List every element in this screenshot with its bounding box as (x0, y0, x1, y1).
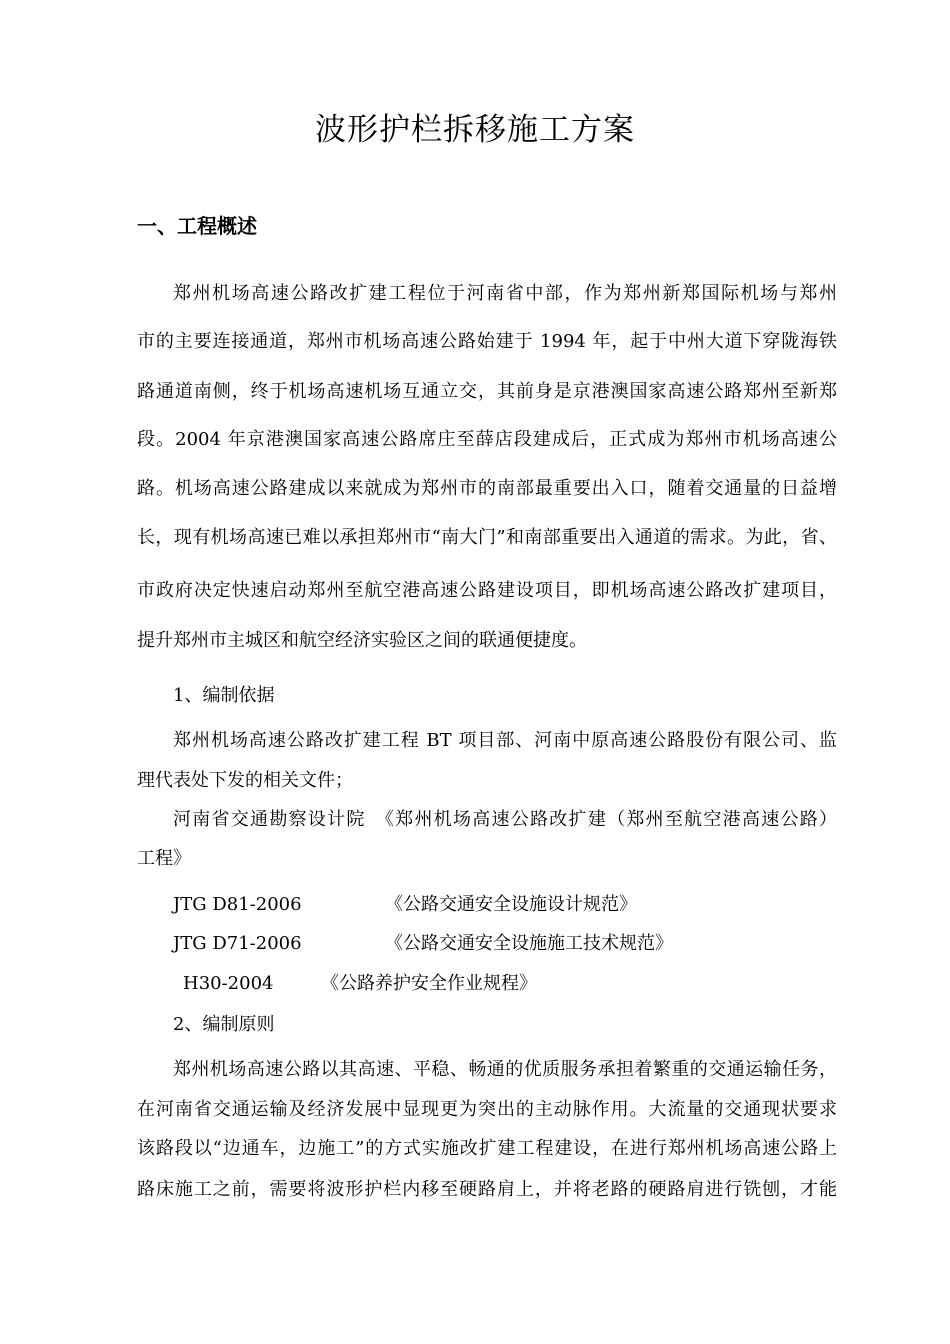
principle-line-1: 郑州机场高速公路以其高速、平稳、畅通的优质服务承担着繁重的交通运输任务， (173, 1059, 837, 1080)
standard-code-1: JTG D81-2006 (173, 894, 302, 915)
basis-line-1: 郑州机场高速公路改扩建工程 BT 项目部、河南中原高速公路股份有限公司、监 (173, 730, 837, 751)
overview-line-4: 段。2004 年京港澳国家高速公路席庄至薛店段建成后，正式成为郑州市机场高速公 (137, 429, 837, 450)
basis-line-4: 工程》 (137, 848, 191, 869)
overview-line-8: 提升郑州市主城区和航空经济实验区之间的联通便捷度。 (137, 630, 587, 651)
principle-line-2: 在河南省交通运输及经济发展中显现更为突出的主动脉作用。大流量的交通现状要求 (137, 1099, 837, 1120)
standard-code-2: JTG D71-2006 (173, 933, 302, 954)
overview-line-6: 长，现有机场高速已难以承担郑州市“南大门”和南部重要出入通道的需求。为此，省、 (137, 527, 837, 548)
overview-line-2: 市的主要连接通道，郑州市机场高速公路始建于 1994 年，起于中州大道下穿陇海铁 (137, 331, 837, 352)
standard-name-2: 《公路交通安全设施施工技术规范》 (385, 933, 673, 954)
overview-line-1: 郑州机场高速公路改扩建工程位于河南省中部，作为郑州新郑国际机场与郑州 (173, 283, 837, 304)
overview-line-7: 市政府决定快速启动郑州至航空港高速公路建设项目，即机场高速公路改扩建项目， (137, 580, 837, 601)
basis-line-2: 理代表处下发的相关文件； (137, 770, 353, 791)
basis-line-3: 河南省交通勘察设计院 《郑州机场高速公路改扩建（郑州至航空港高速公路） (173, 809, 837, 830)
standard-name-1: 《公路交通安全设施设计规范》 (385, 894, 637, 915)
overview-line-3: 路通道南侧，终于机场高速机场互通立交，其前身是京港澳国家高速公路郑州至新郑 (137, 381, 837, 402)
subsection-heading-principle: 2、编制原则 (173, 1014, 275, 1035)
document-title: 波形护栏拆移施工方案 (315, 112, 635, 148)
subsection-heading-basis: 1、编制依据 (173, 685, 275, 706)
section-heading-overview: 一、工程概述 (137, 214, 257, 238)
principle-line-3: 该路段以“边通车，边施工”的方式实施改扩建工程建设，在进行郑州机场高速公路上 (137, 1138, 837, 1159)
principle-line-4: 路床施工之前，需要将波形护栏内移至硬路肩上，并将老路的硬路肩进行铣刨，才能 (137, 1179, 837, 1200)
standard-code-3: H30-2004 (183, 973, 274, 994)
standard-name-3: 《公路养护安全作业规程》 (321, 973, 537, 994)
overview-line-5: 路。机场高速公路建成以来就成为郑州市的南部最重要出入口，随着交通量的日益增 (137, 478, 837, 499)
